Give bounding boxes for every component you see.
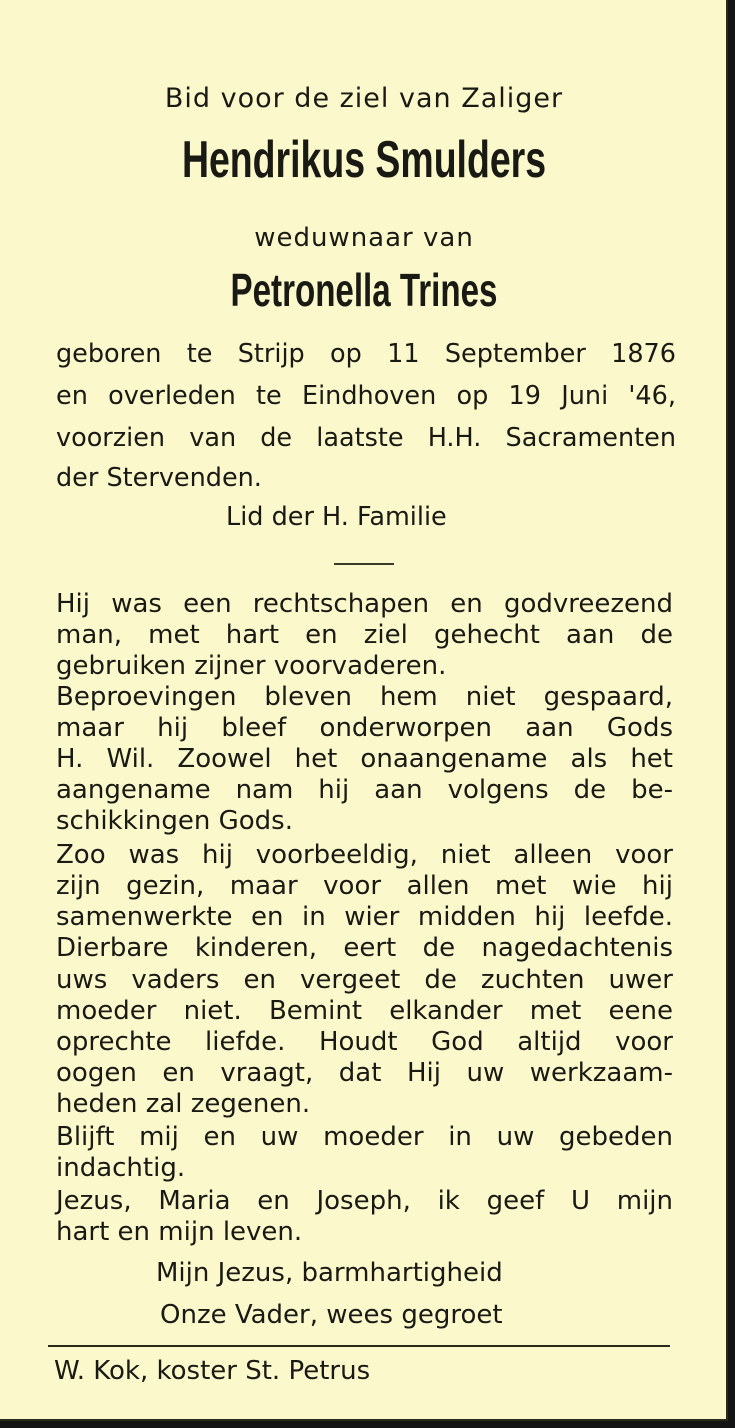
relation-line: weduwnaar van	[254, 223, 474, 253]
text-line: schikkingen Gods.	[56, 806, 293, 836]
divider	[334, 563, 394, 565]
text-line: Hij was een rechtschapen en godvreezend	[56, 589, 673, 619]
text-line: Blijft mij en uw moeder in uw gebeden	[56, 1122, 673, 1152]
footer-divider	[48, 1345, 670, 1347]
membership-line: Lid der H. Familie	[226, 502, 447, 532]
text-line: maar hij bleef onderworpen aan Gods	[56, 713, 673, 743]
vitals-line: der Stervenden.	[56, 463, 262, 493]
text-line: man, met hart en ziel gehecht aan de	[56, 620, 673, 650]
printer-credit: W. Kok, koster St. Petrus	[54, 1356, 371, 1386]
text-line: heden zal zegenen.	[56, 1089, 311, 1119]
deceased-name: Hendrikus Smulders	[181, 131, 547, 189]
vitals-line: geboren te Strijp op 11 September 1876	[56, 339, 676, 369]
text-line: uws vaders en vergeet de zuchten uwer	[56, 965, 673, 995]
text-line: zijn gezin, maar voor allen met wie hij	[56, 871, 673, 901]
spouse-name: Petronella Trines	[230, 264, 498, 316]
prayer-line: Mijn Jezus, barmhartigheid	[156, 1258, 503, 1288]
text-line: indachtig.	[56, 1153, 186, 1183]
text-line: H. Wil. Zoowel het onaangename als het	[56, 744, 673, 774]
text-line: moeder niet. Bemint elkander met eene	[56, 996, 673, 1026]
text-line: gebruiken zijner voorvaderen.	[56, 651, 447, 681]
prayer-line: Onze Vader, wees gegroet	[160, 1300, 503, 1330]
vitals-line: voorzien van de laatste H.H. Sacramenten	[56, 423, 676, 453]
text-line: Zoo was hij voorbeeldig, niet alleen voor	[56, 840, 673, 870]
text-line: oogen en vraagt, dat Hij uw werkzaam-	[56, 1058, 673, 1088]
text-line: oprechte liefde. Houdt God altijd voor	[56, 1027, 673, 1057]
vitals-line: en overleden te Eindhoven op 19 Juni '46,	[56, 381, 676, 411]
text-line: Jezus, Maria en Joseph, ik geef U mijn	[56, 1186, 673, 1216]
text-line: Beproevingen bleven hem niet gespaard,	[56, 682, 673, 712]
text-line: samenwerkte en in wier midden hij leefde.	[56, 902, 673, 932]
text-line: aangename nam hij aan volgens de be-	[56, 775, 673, 805]
text-line: Dierbare kinderen, eert de nagedachtenis	[56, 933, 673, 963]
intro-line: Bid voor de ziel van Zaliger	[164, 83, 564, 114]
text-line: hart en mijn leven.	[56, 1217, 303, 1247]
